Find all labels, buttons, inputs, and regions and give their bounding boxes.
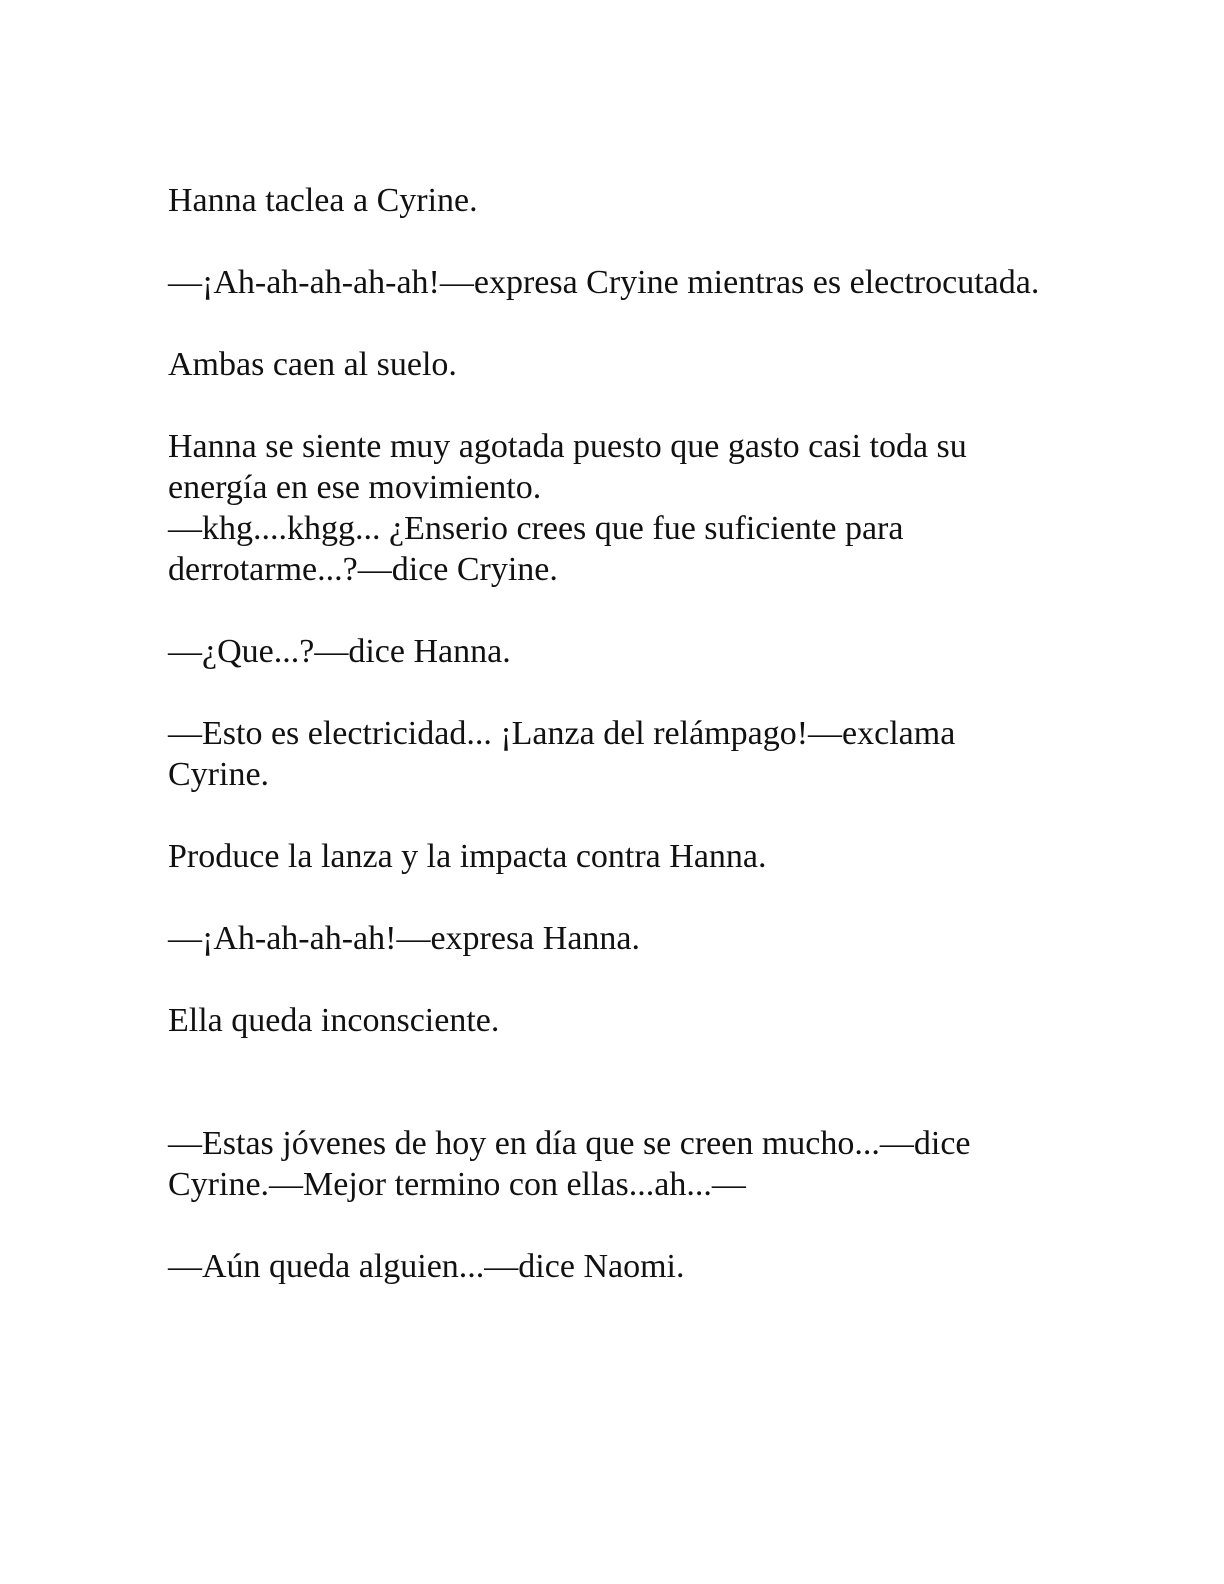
paragraph-6: —¿Que...?—dice Hanna. (168, 633, 511, 670)
document-body (168, 180, 1048, 1328)
paragraph-3: Ambas caen al suelo. (168, 346, 457, 383)
paragraph-9: —¡Ah-ah-ah-ah!—expresa Hanna. (168, 920, 640, 957)
paragraph-11: —Estas jóvenes de hoy en día que se creen mucho...—dice Cyrine.—Mejor termino con ellas...ah...— (168, 1125, 971, 1203)
paragraph-4: Hanna se siente muy agotada puesto que gasto casi toda su energía en ese movimiento. (168, 428, 967, 506)
paragraph-8: Produce la lanza y la impacta contra Hanna. (168, 838, 767, 875)
paragraph-1: Hanna taclea a Cyrine. (168, 182, 478, 219)
paragraph-12: —Aún queda alguien...—dice Naomi. (168, 1248, 685, 1285)
paragraph-10: Ella queda inconsciente. (168, 1002, 500, 1039)
paragraph-7: —Esto es electricidad... ¡Lanza del relámpago!—exclama Cyrine. (168, 715, 956, 793)
paragraph-2: —¡Ah-ah-ah-ah-ah!—expresa Cryine mientras es electrocutada. (168, 264, 1040, 301)
paragraph-5: —khg....khgg... ¿Enserio crees que fue suficiente para derrotarme...?—dice Cryine. (168, 510, 904, 588)
